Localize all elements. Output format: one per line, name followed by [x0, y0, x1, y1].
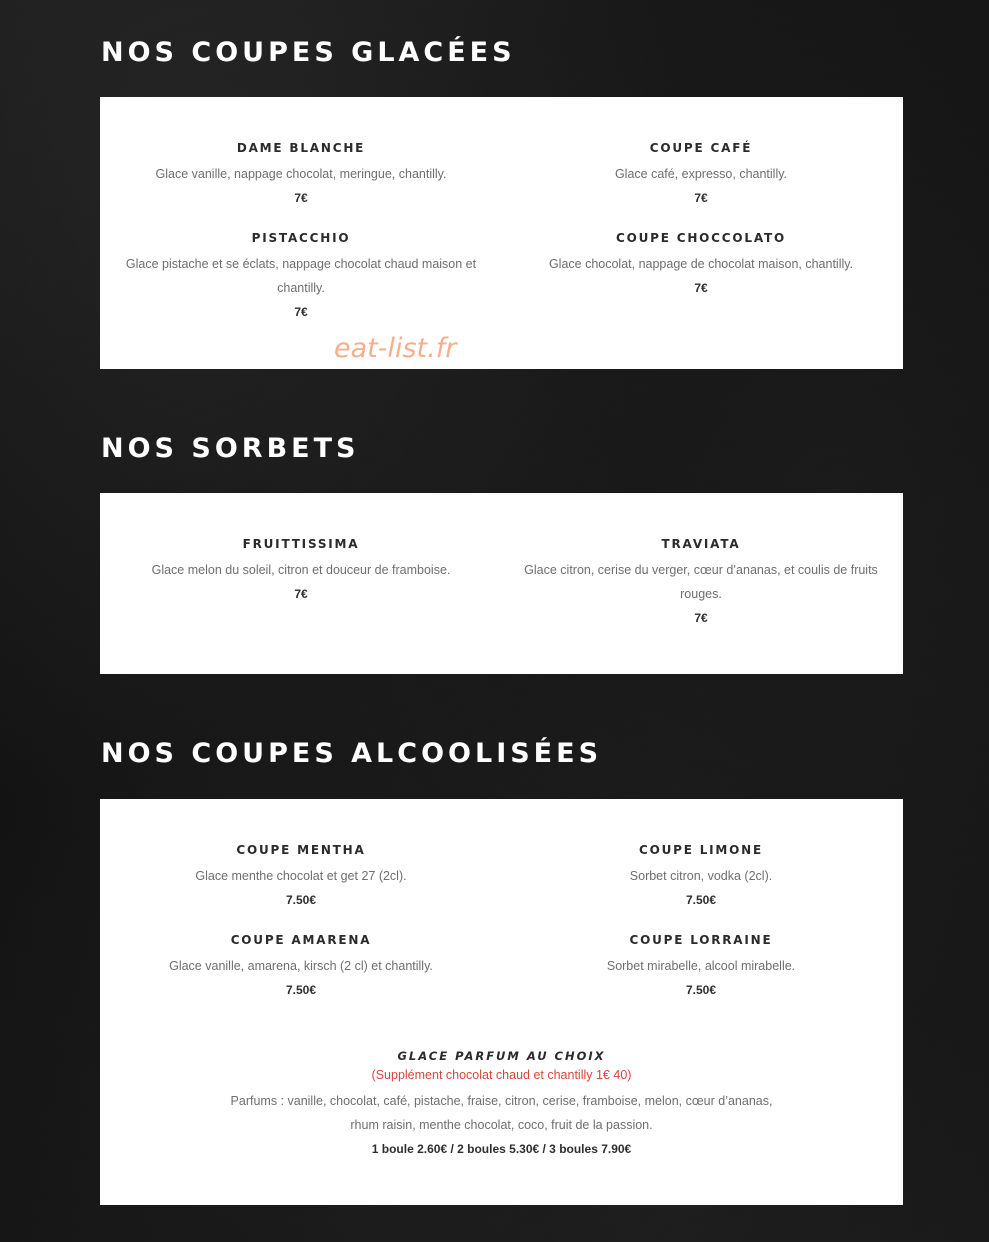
item-name: COUPE CAFÉ [649, 141, 753, 155]
item-description: Sorbet citron, vodka (2cl). [629, 869, 773, 883]
menu-card-coupes-glacees [100, 97, 903, 369]
flavor-list: Parfums : vanille, chocolat, café, pistache, fraise, citron, cerise, framboise, melon, cœur d’ananas, rhum raisin, menthe chocolat, coco, fruit de la passion. [230, 1094, 773, 1132]
item-price: 7€ [694, 191, 708, 205]
item-name: COUPE LORRAINE [629, 933, 773, 947]
menu-item [511, 536, 891, 630]
item-description: Glace café, expresso, chantilly. [614, 167, 788, 181]
section-title-coupes-alcoolisees: NOS COUPES ALCOOLISÉES [101, 738, 603, 769]
item-description: Glace chocolat, nappage de chocolat maison, chantilly. [548, 257, 854, 271]
menu-item [511, 842, 891, 912]
item-description: Glace menthe chocolat et get 27 (2cl). [195, 869, 407, 883]
item-price: 7€ [294, 191, 308, 205]
item-name: COUPE AMARENA [230, 933, 372, 947]
item-price: 7€ [694, 611, 708, 625]
menu-item [511, 932, 891, 1002]
supplement-note: (Supplément chocolat chaud et chantilly 1€ 40) [371, 1068, 632, 1082]
menu-card-sorbets [100, 493, 903, 674]
menu-item [111, 230, 491, 324]
section-title-sorbets: NOS SORBETS [101, 433, 360, 464]
item-price: 7€ [294, 587, 308, 601]
menu-item [111, 140, 491, 210]
item-name: TRAVIATA [661, 537, 741, 551]
item-name: FRUITTISSIMA [242, 537, 360, 551]
menu-item [111, 932, 491, 1002]
item-description: Glace melon du soleil, citron et douceur de framboise. [151, 563, 451, 577]
menu-item [111, 536, 491, 606]
menu-card-coupes-alcoolisees [100, 799, 903, 1205]
item-price: 7€ [294, 305, 308, 319]
section-title-coupes-glacees: NOS COUPES GLACÉES [101, 37, 516, 68]
item-price: 7.50€ [685, 893, 717, 907]
item-price: 7.50€ [685, 983, 717, 997]
menu-item [511, 230, 891, 300]
item-price: 7.50€ [285, 983, 317, 997]
item-name: DAME BLANCHE [236, 141, 366, 155]
item-price: 7.50€ [285, 893, 317, 907]
item-price: 1 boule 2.60€ / 2 boules 5.30€ / 3 boules 7.90€ [371, 1142, 632, 1156]
item-name: COUPE CHOCCOLATO [616, 231, 786, 245]
item-name: GLACE PARFUM AU CHOIX [397, 1049, 606, 1063]
item-description: Glace vanille, amarena, kirsch (2 cl) et chantilly. [169, 959, 433, 973]
item-name: PISTACCHIO [251, 231, 351, 245]
item-name: COUPE LIMONE [638, 843, 764, 857]
item-description: Glace citron, cerise du verger, cœur d’ananas, et coulis de fruits rouges. [524, 563, 878, 601]
watermark: eat-list.fr [334, 333, 457, 364]
menu-item [111, 842, 491, 912]
item-description: Sorbet mirabelle, alcool mirabelle. [606, 959, 796, 973]
item-name: COUPE MENTHA [236, 843, 366, 857]
item-price: 7€ [694, 281, 708, 295]
item-description: Glace vanille, nappage chocolat, meringue, chantilly. [155, 167, 447, 181]
menu-item [511, 140, 891, 210]
item-description: Glace pistache et se éclats, nappage chocolat chaud maison et chantilly. [125, 257, 477, 295]
menu-item-parfum-au-choix [100, 1047, 903, 1161]
